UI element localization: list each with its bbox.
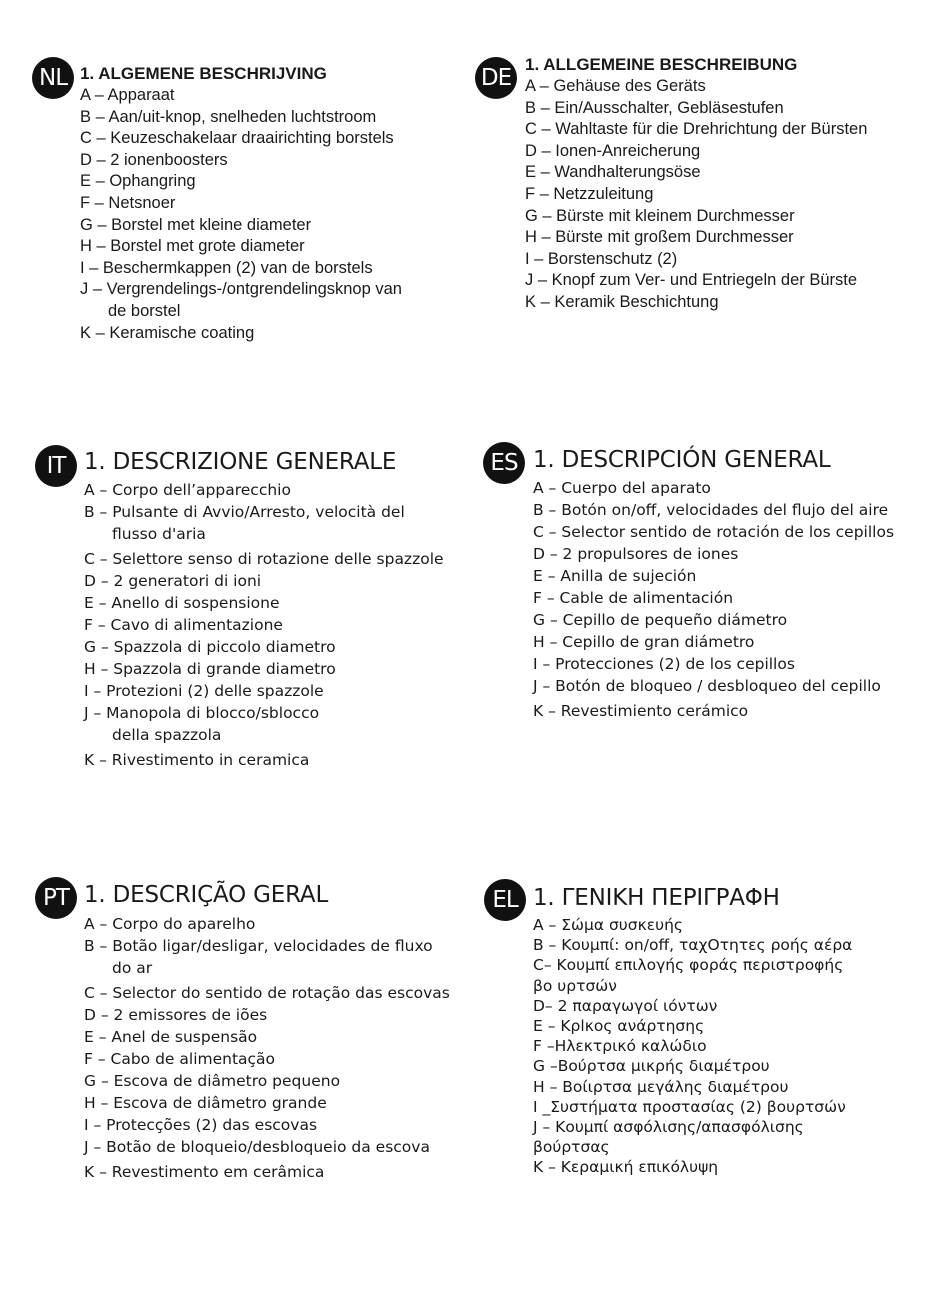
list-item: J – Botón de bloqueo / desbloqueo del cepillo: [533, 677, 881, 695]
list-item: A – Corpo dell’apparecchio: [84, 481, 291, 499]
list-item: D – Ionen-Anreicherung: [525, 141, 701, 160]
list-item: F –Ηλεκτρικό καλώδιο: [533, 1037, 707, 1056]
list-item: J – Κουμπί ασφόλισης/απασφόλισης: [533, 1118, 804, 1137]
list-item: C – Selector do sentido de rotação das escovas: [84, 984, 450, 1002]
list-item: G – Spazzola di piccolo diametro: [84, 638, 336, 656]
section-title-pt: 1. DESCRIÇÃO GERAL: [84, 882, 329, 908]
list-item-continuation: do ar: [112, 959, 153, 977]
parts-list-es: [533, 477, 894, 722]
list-item: C– Κουμπί επιλογής φοράς περιστροφής: [533, 956, 844, 975]
list-item: A – Apparaat: [80, 86, 175, 104]
list-item: K – Rivestimento in ceramica: [84, 751, 310, 769]
language-badge-it: IT: [35, 445, 77, 487]
list-item: E – Κρlκος ανάρτησης: [533, 1017, 705, 1036]
list-item: J – Botão de bloqueio/desbloqueio da escova: [84, 1138, 430, 1156]
list-item: H – Borstel met grote diameter: [80, 237, 305, 256]
list-item: E – Anel de suspensão: [84, 1028, 258, 1046]
list-item: H – Βοίιρτσα μεγάλης διαμέτρου: [533, 1077, 789, 1096]
list-item: K – Keramik Beschichtung: [525, 292, 719, 311]
list-item: I – Protecções (2) das escovas: [84, 1116, 318, 1134]
list-item: D – 2 ionenboosters: [80, 150, 228, 169]
list-item: B – Botón on/off, velocidades del flujo del aire: [533, 501, 889, 519]
language-badge-nl: NL: [32, 57, 74, 99]
section-title-it: 1. DESCRIZIONE GENERALE: [84, 449, 397, 475]
list-item: J – Vergrendelings-/ontgrendelingsknop van: [80, 280, 402, 299]
list-item: I _Συστήματα προστασίας (2) βουρτσών: [533, 1097, 846, 1116]
list-item: K – Keramische coating: [80, 323, 255, 342]
section-title-es: 1. DESCRIPCIÓN GENERAL: [533, 447, 831, 473]
list-item: J – Manopola di blocco/sblocco: [84, 704, 320, 722]
list-item: D – 2 generatori di ioni: [84, 572, 262, 590]
list-item: A – Corpo do aparelho: [84, 915, 256, 933]
list-item: A – Σώμα συσκευής: [533, 916, 684, 934]
list-item: F – Cabo de alimentação: [84, 1050, 276, 1068]
list-item: H – Spazzola di grande diametro: [84, 660, 336, 678]
list-item-continuation: βο υρτσών: [533, 976, 617, 995]
list-item: G –Βούρτσα μικρής διαμέτρου: [533, 1057, 770, 1076]
list-item: H – Escova de diâmetro grande: [84, 1094, 327, 1112]
list-item: F – Cable de alimentación: [533, 589, 734, 607]
list-item: G – Bürste mit kleinem Durchmesser: [525, 206, 795, 225]
list-item: I – Protecciones (2) de los cepillos: [533, 655, 795, 673]
list-item: D – 2 propulsores de iones: [533, 545, 739, 563]
parts-list-nl: [80, 85, 402, 344]
list-item: F – Netsnoer: [80, 193, 176, 212]
list-item-continuation: flusso d'aria: [112, 525, 206, 543]
list-item: C – Selector sentido de rotación de los cepillos: [533, 523, 895, 541]
list-item: H – Cepillo de gran diámetro: [533, 633, 755, 651]
list-item: J – Knopf zum Ver- und Entriegeln der Bürste: [525, 271, 858, 290]
list-item: B – Botão ligar/desligar, velocidades de fluxo: [84, 937, 433, 955]
language-badge-de: DE: [475, 57, 517, 99]
list-item: E – Anilla de sujeción: [533, 567, 697, 585]
list-item: I – Borstenschutz (2): [525, 249, 678, 268]
list-item: K – Revestimiento cerámico: [533, 702, 749, 720]
list-item: G – Escova de diâmetro pequeno: [84, 1072, 341, 1090]
list-item: E – Ophangring: [80, 172, 196, 191]
list-item: E – Anello di sospensione: [84, 594, 280, 612]
list-item: B – Pulsante di Avvio/Arresto, velocità del: [84, 503, 405, 521]
list-item: E – Wandhalterungsöse: [525, 163, 701, 182]
list-item: A – Gehäuse des Geräts: [525, 77, 706, 95]
section-title-el: 1. ΓΕΝΙΚΗ ΠΕΡΙΓΡΑΦΗ: [533, 885, 780, 911]
list-item: F – Cavo di alimentazione: [84, 616, 283, 634]
list-item: F – Netzzuleitung: [525, 184, 654, 203]
list-item: A – Cuerpo del aparato: [533, 479, 711, 497]
parts-list-de: [525, 76, 867, 314]
parts-list-pt: [84, 913, 450, 1183]
list-item: B – Aan/uit-knop, snelheden luchtstroom: [80, 107, 377, 126]
language-badge-pt: PT: [35, 877, 77, 919]
list-item: D– 2 παραγωγοί ιόντων: [533, 996, 718, 1015]
language-badge-el: EL: [484, 879, 526, 921]
list-item: G – Cepillo de pequeño diámetro: [533, 611, 788, 629]
list-item-continuation: de borstel: [108, 301, 181, 320]
list-item: G – Borstel met kleine diameter: [80, 215, 312, 234]
list-item: H – Bürste mit großem Durchmesser: [525, 228, 794, 247]
parts-list-el: [533, 915, 852, 1178]
list-item: C – Selettore senso di rotazione delle spazzole: [84, 550, 444, 568]
list-item: K – Revestimento em cerâmica: [84, 1163, 325, 1181]
list-item: I – Protezioni (2) delle spazzole: [84, 682, 324, 700]
list-item: I – Beschermkappen (2) van de borstels: [80, 258, 373, 277]
language-badge-es: ES: [483, 442, 525, 484]
list-item: B – Κουμπί: on/off, ταχΟτητες ροής αέρα: [533, 936, 853, 955]
parts-list-it: [84, 479, 444, 771]
section-title-de: 1. ALLGEMEINE BESCHREIBUNG: [525, 55, 798, 74]
section-title-nl: 1. ALGEMENE BESCHRIJVING: [80, 64, 327, 83]
list-item: D – 2 emissores de iões: [84, 1006, 268, 1024]
list-item: K – Κεραμική επικόλυψη: [533, 1158, 719, 1177]
list-item-continuation: βούρτσας: [533, 1138, 610, 1157]
list-item: C – Wahltaste für die Drehrichtung der Bürsten: [525, 120, 868, 139]
list-item-continuation: della spazzola: [112, 726, 222, 744]
list-item: B – Ein/Ausschalter, Gebläsestufen: [525, 98, 784, 117]
list-item: C – Keuzeschakelaar draairichting borstels: [80, 129, 394, 148]
